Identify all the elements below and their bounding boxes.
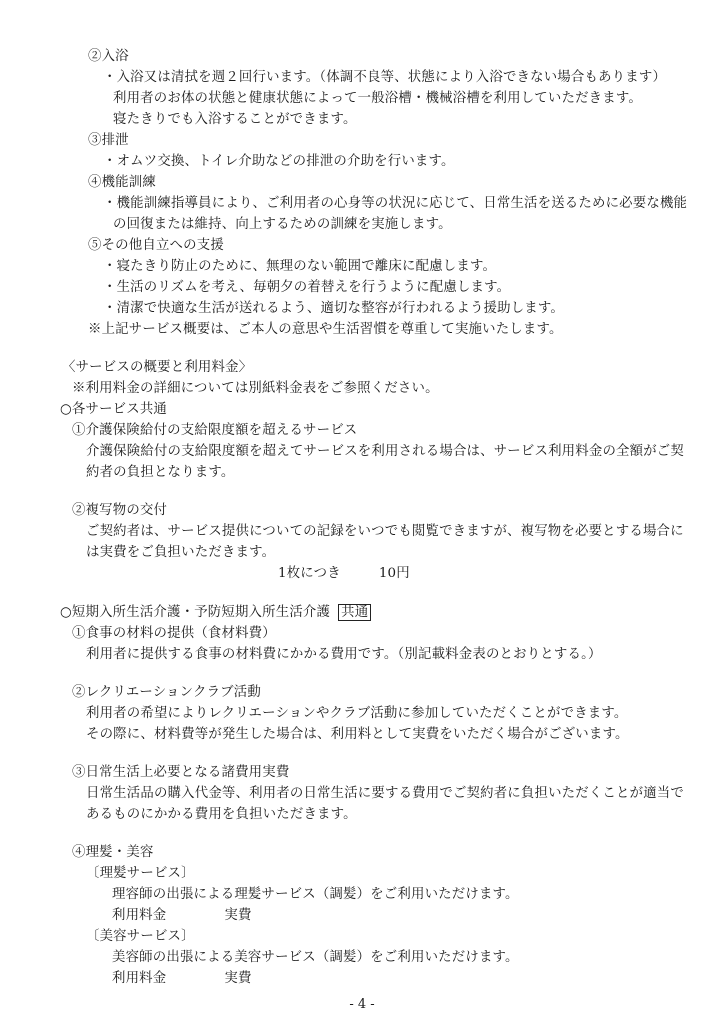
training-line-2: の回復または維持、向上するための訓練を実施します。	[113, 217, 452, 232]
care-note: ※上記サービス概要は、ご本人の意思や生活習慣を尊重して実施いたします。	[88, 322, 563, 337]
bath-line-3: 寝たきりでも入浴することができます。	[113, 112, 357, 127]
salon-desc: 美容師の出張による美容サービス（調髪）をご利用いただけます。	[112, 950, 519, 965]
support-heading: ⑤その他自立への支援	[88, 238, 224, 253]
club-line-1: 利用者の希望によりレクリエーションやクラブ活動に参加していただくことができます。	[86, 706, 628, 721]
salon-fee-label: 利用料金	[112, 971, 167, 986]
bath-line-2: 利用者のお体の状態と健康状態によって一般浴槽・機械浴槽を利用していただきます。	[113, 91, 642, 106]
barber-fee-label: 利用料金	[112, 908, 167, 923]
copy-price: 10円	[378, 566, 410, 581]
salon-label: 〔美容サービス〕	[86, 929, 195, 944]
daily-line-1: 日常生活品の購入代金等、利用者の日常生活に要する費用でご契約者に負担いただくことが適当で	[86, 786, 684, 801]
common-tag: 共通	[338, 604, 371, 621]
barber-desc: 理容師の出張による理髪サービス（調髪）をご利用いただけます。	[112, 887, 519, 902]
food-line-1: 利用者に提供する食事の材料費にかかる費用です。（別記載料金表のとおりとする。）	[86, 647, 602, 662]
support-line-2: ・生活のリズムを考え、毎朝夕の着替えを行うように配慮します。	[103, 280, 511, 295]
excretion-line-1: ・オムツ交換、トイレ介助などの排泄の介助を行います。	[103, 154, 455, 169]
salon-fee-row	[112, 970, 252, 988]
copy-line-1: ご契約者は、サービス提供についての記録をいつでも閲覧できますが、複写物を必要とする場合に	[86, 524, 684, 539]
club-line-2: その際に、材料費等が発生した場合は、利用料として実費をいただく場合がございます。	[86, 727, 629, 742]
training-line-1: ・機能訓練指導員により、ご利用者の心身等の状況に応じて、日常生活を送るために必要な機能	[103, 196, 688, 211]
daily-heading: ③日常生活上必要となる諸費用実費	[72, 765, 290, 780]
fees-note: ※利用料金の詳細については別紙料金表をご参照ください。	[72, 381, 439, 396]
page-number: - 4 -	[349, 997, 375, 1012]
limit-line-1: 介護保険給付の支給限度額を超えてサービスを利用される場合は、サービス利用料金の全額がご契	[86, 444, 684, 459]
training-heading: ④機能訓練	[88, 175, 156, 190]
food-heading: ①食事の材料の提供（食材料費）	[72, 626, 276, 641]
support-line-3: ・清潔で快適な生活が送れるよう、適切な整容が行われるよう援助します。	[103, 301, 565, 316]
common-heading: ○各サービス共通	[60, 402, 168, 417]
club-heading: ②レクリエーションクラブ活動	[72, 685, 261, 700]
support-line-1: ・寝たきり防止のために、無理のない範囲で離床に配慮します。	[103, 259, 497, 274]
bath-heading: ②入浴	[88, 49, 129, 64]
fees-section-title: 〈サービスの概要と利用料金〉	[62, 360, 253, 375]
limit-line-2: 約者の負担となります。	[86, 465, 235, 480]
excretion-heading: ③排泄	[88, 133, 129, 148]
copy-per-sheet: 1枚につき	[278, 566, 341, 581]
beauty-heading: ④理髪・美容	[72, 845, 154, 860]
short-stay-heading-row	[60, 604, 371, 622]
daily-line-2: あるものにかかる費用を負担いただきます。	[86, 807, 357, 822]
barber-fee-value: 実費	[224, 908, 252, 923]
copy-line-2: は実費をご負担いただきます。	[86, 545, 276, 560]
salon-fee-value: 実費	[224, 971, 252, 986]
copy-heading: ②複写物の交付	[72, 503, 168, 518]
barber-label: 〔理髪サービス〕	[86, 866, 195, 881]
short-stay-heading: ○短期入所生活介護・予防短期入所生活介護	[60, 605, 331, 620]
limit-heading: ①介護保険給付の支給限度額を超えるサービス	[72, 423, 358, 438]
copy-price-row	[278, 565, 410, 583]
bath-line-1: ・入浴又は清拭を週２回行います。（体調不良等、状態により入浴できない場合もあります）	[103, 70, 667, 85]
barber-fee-row	[112, 907, 252, 925]
